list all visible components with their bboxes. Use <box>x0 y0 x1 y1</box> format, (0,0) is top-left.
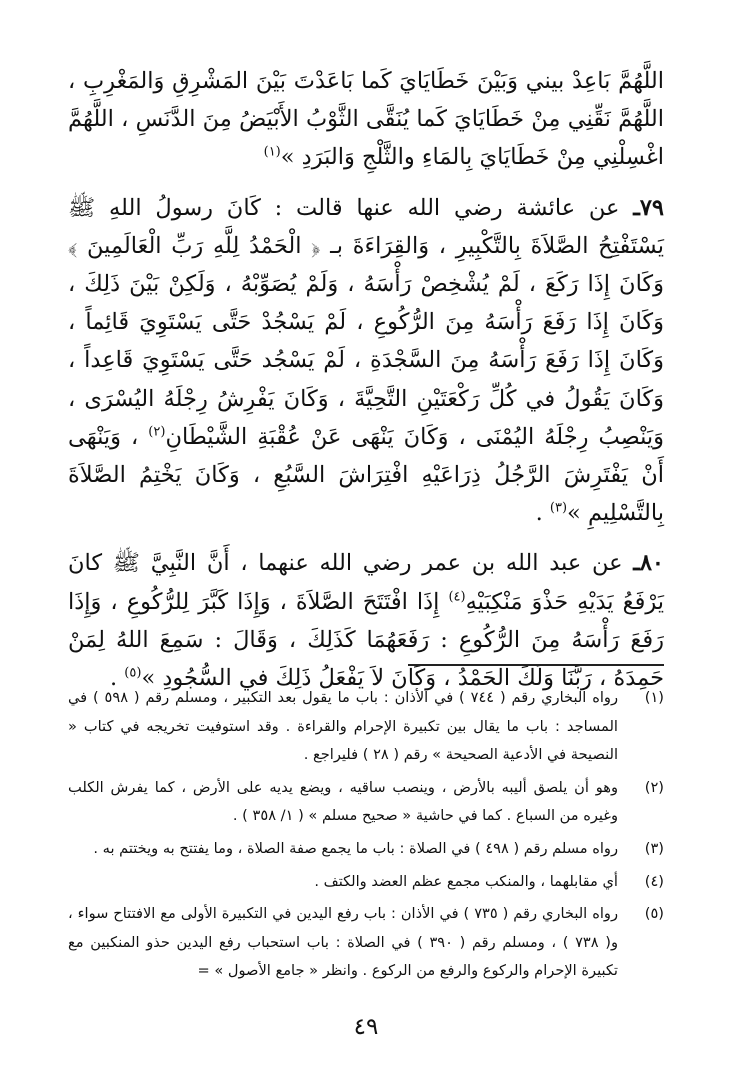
paragraph-text-tail: إِذَا افْتَتَحَ الصَّلاَةَ ، وَإِذَا كَبَّرَ لِلرُّكُوعِ ، وَإِذَا رَفَعَ رَأْسَهُ مِنَ الرُّكُوعِ : رَفَعَهُمَا كَذَلِكَ ، وَقَالَ : سَمِعَ اللهُ لِمَنْ حَمِدَهُ ، رَبَّنَا وَلَكَ الحَمْدُ ، وَكَانَ لاَ يَفْعَلُ ذَلِكَ في السُّجُودِ » <box>68 588 664 692</box>
footnote-ref: (٤) <box>448 589 466 605</box>
footnote-text: رواه البخاري رقم ( ٧٣٥ ) في الأذان : باب رفع اليدين في التكبيرة الأولى مع الافتتاح سواء ، و( ٧٣٨ ) ، ومسلم رقم ( ٣٩٠ ) في الصلاة : باب استحباب رفع اليدين حذو المنكبين مع تكبيرة الإحرام والركوع والرفع من الركوع . وانظر « جامع الأصول » = <box>68 905 618 980</box>
footnote-number: (٣) <box>644 839 664 857</box>
footnote-text: أي مقابلهما ، والمنكب مجمع عظم العضد والكتف . <box>314 872 618 890</box>
page-number: ٤٩ <box>353 1014 379 1040</box>
footnote-number: (١) <box>644 689 664 706</box>
hadith-number: ٧٩ـ <box>633 194 664 221</box>
footnote-2 <box>68 774 664 831</box>
hadith-80 <box>68 544 664 697</box>
footnote-ref: (٣) <box>549 500 568 516</box>
paragraph-text: عن عبد الله بن عمر رضي الله عنهما ، أَنَّ النَّبِيَّ ﷺ كانَ يَرْفَعُ يَدَيْهِ حَذْوَ مَنْكِبَيْهِ <box>68 550 665 615</box>
footnote-number: (٥) <box>644 905 664 923</box>
footnote-3 <box>68 835 664 864</box>
paragraph-end: . <box>535 500 543 527</box>
footnotes <box>68 684 664 990</box>
footnote-text: رواه مسلم رقم ( ٤٩٨ ) في الصلاة : باب ما يجمع صفة الصلاة ، وما يفتتح به ويختتم به . <box>93 839 618 857</box>
footnote-5 <box>68 900 664 986</box>
paragraph-continuation <box>68 62 664 177</box>
paragraph-end: . <box>109 665 118 692</box>
footnote-number: (٢) <box>644 778 664 796</box>
footnote-ref: (٢) <box>148 424 166 440</box>
paragraph-text-tail: ، وَيَنْهَى أَنْ يَفْتَرِشَ الرَّجُلُ ذِرَاعَيْهِ افْتِرَاشَ السَّبُعِ ، وَكَانَ يَخْتِمُ الصَّلاَةَ بِالتَّسْلِيمِ » <box>68 423 664 527</box>
footnote-text: رواه البخاري رقم ( ٧٤٤ ) في الأذان : باب ما يقول بعد التكبير ، ومسلم رقم ( ٥٩٨ ) في المساجد : باب ما يقال بين تكبيرة الإحرام والقراءة . وقد استوفيت تخريجه في كتاب « النصيحة في الأدعية الصحيحة » رقم ( ٢٨ ) فليراجع . <box>68 689 618 764</box>
paragraph-text: اللَّهُمَّ بَاعِدْ بيني وَبَيْنَ خَطَايَايَ كَما بَاعَدْتَ بَيْنَ المَشْرِقِ وَالمَغْرِبِ ، اللَّهُمَّ نَقِّنِي مِنْ خَطَايَايَ كَما يُنَقَّى الثَّوْبُ الأَبْيَضُ مِنَ الدَّنَسِ ، اللَّهُمَّ اغْسِلْنِي مِنْ خَطَايَايَ بِالمَاءِ والثَّلْجِ وَالبَرَدِ » <box>68 68 664 171</box>
footnote-1 <box>68 684 664 770</box>
hadith-79 <box>68 189 664 533</box>
hadith-number: ٨٠ـ <box>633 550 664 577</box>
footnote-number: (٤) <box>644 872 664 890</box>
main-text <box>68 62 664 697</box>
footnote-text: وهو أن يلصق أليبه بالأرض ، وينصب ساقيه ، ويضع يديه على الأرض ، كما يفرش الكلب وغيره من السباع . كما في حاشية « صحيح مسلم » ( ١/ ٣٥٨ ) . <box>68 778 618 825</box>
footnote-ref: (١) <box>263 144 281 160</box>
paragraph-text: عن عائشة رضي الله عنها قالت : كَانَ رسولُ اللهِ ﷺ يَسْتَفْتِحُ الصَّلاَةَ بِالتَّكْبِيرِ ، وَالقِرَاءَةَ بـ ﴿ الْحَمْدُ لِلَّهِ رَبِّ الْعَالَمِينَ ﴾ وَكَانَ إِذَا رَكَعَ ، لَمْ يُشْخِصْ رَأْسَهُ ، وَلَمْ يُصَوِّبْهُ ، وَلَكِنْ بَيْنَ ذَلِكَ ، وَكَانَ إِذَا رَفَعَ رَأْسَهُ مِنَ الرُّكُوعِ ، لَمْ يَسْجُدْ حَتَّى يَسْتَوِيَ قَائِماً ، وَكَانَ إِذَا رَفَعَ رَأْسَهُ مِنَ السَّجْدَةِ ، لَمْ يَسْجُد حَتَّى يَسْتَوِيَ قَاعِداً ، وَكَانَ يَقُولُ في كُلِّ رَكْعَتَيْنِ التَّحِيَّةَ ، وَكَانَ يَفْرِشُ رِجْلَهُ اليُسْرَى ، وَيَنْصِبُ رِجْلَهُ اليُمْنَى ، وَكَانَ يَنْهَى عَنْ عُقْبَةِ الشَّيْطَانِ <box>68 194 664 450</box>
footnote-ref: (٥) <box>124 665 142 681</box>
footnote-4 <box>68 868 664 897</box>
footnote-divider <box>408 664 664 666</box>
